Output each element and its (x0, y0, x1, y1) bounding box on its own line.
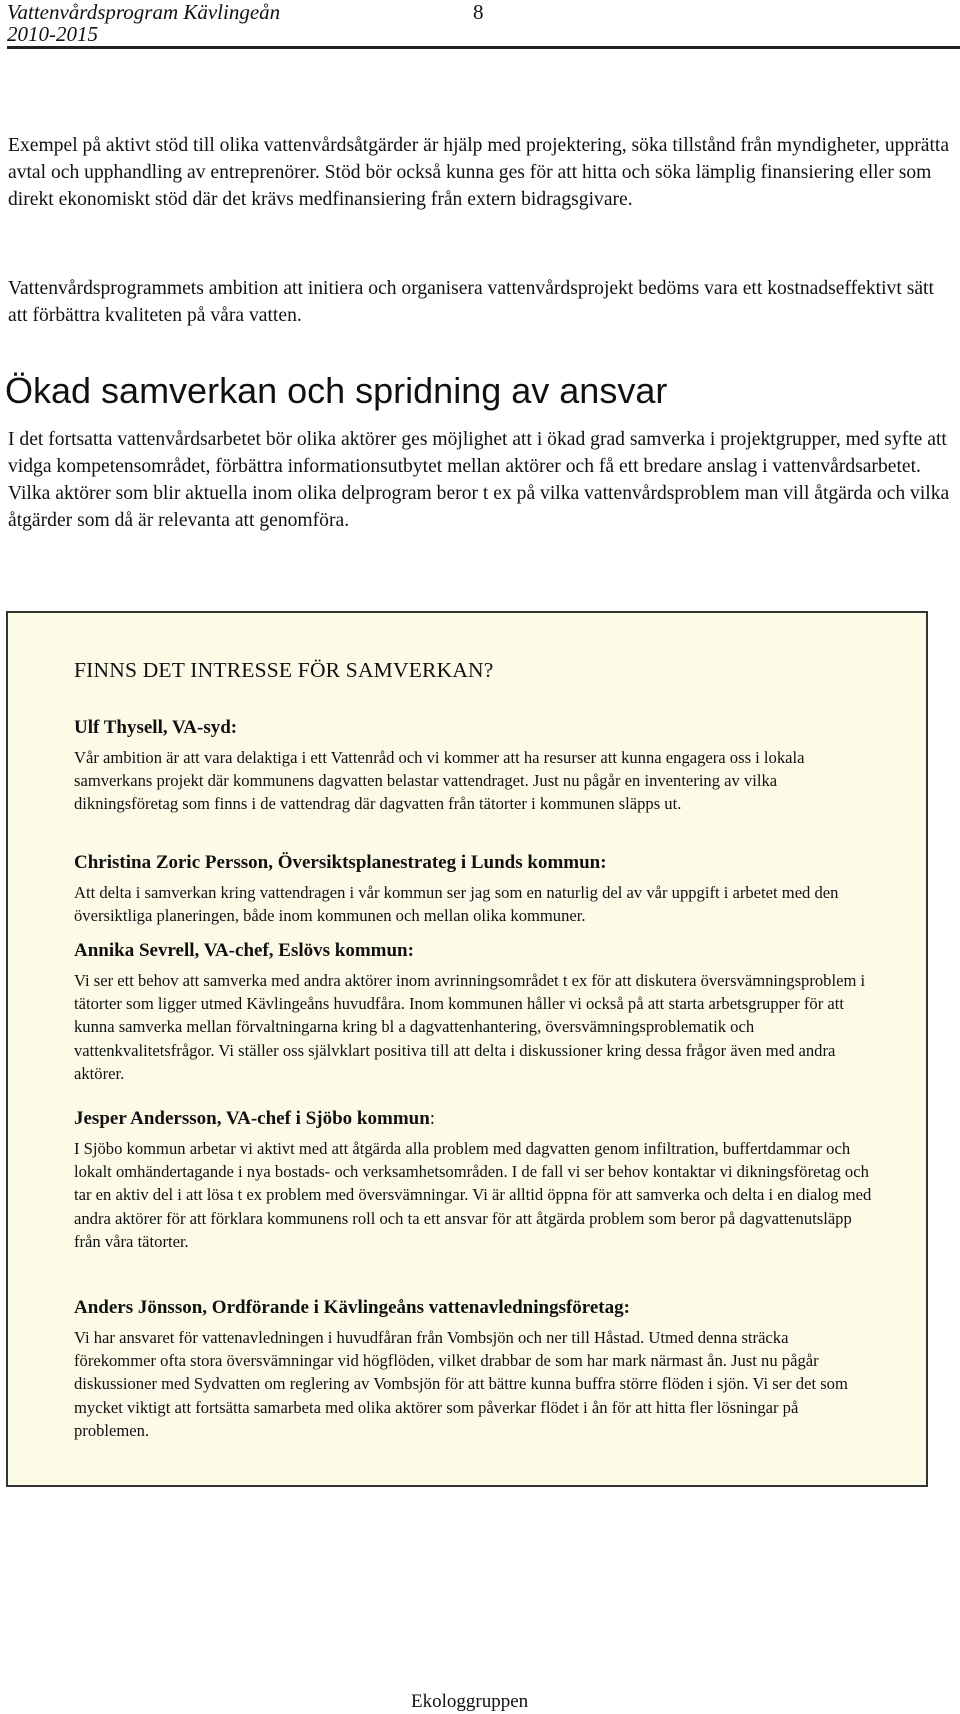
quote-entry (74, 1296, 874, 1442)
quote-text: Vår ambition är att vara delaktiga i ett Vattenråd och vi kommer att ha resurser att kunna engagera oss i lokala samverkans projekt där kommunens dagvatten belastar vattendraget. Just nu pågår en inventering av vilka dikningsföretag som finns i de vattendrag där dagvatten från tätorter i kommunen släpps ut. (74, 748, 805, 814)
quote-author: Jesper Andersson, VA-chef i Sjöbo kommun (74, 1108, 430, 1129)
quote-entry (74, 851, 874, 927)
quote-entry (74, 1107, 874, 1253)
header-rule (7, 46, 960, 49)
page-header (7, 0, 960, 52)
box-title: FINNS DET INTRESSE FÖR SAMVERKAN? (74, 658, 494, 682)
quote-author: Christina Zoric Persson, Översiktsplanestrateg i Lunds kommun: (74, 852, 607, 873)
quote-author-colon: : (429, 1108, 436, 1129)
section-body: I det fortsatta vattenvårdsarbetet bör olika aktörer ges möjlighet att i ökad grad samverka i projektgrupper, med syfte att vidga kompetensområdet, förbättra informationsutbytet mellan aktörer och få ett bredare anslag i vattenvårdsarbetet. Vilka aktörer som blir aktuella inom olika delprogram beror t ex på vilka vattenvårdsproblem man vill åtgärda och vilka åtgärder som då är relevanta att genomföra. (8, 429, 950, 531)
stakeholder-quotes-box (6, 611, 928, 1487)
quote-entry (74, 716, 874, 816)
paragraph-program-ambition: Vattenvårdsprogrammets ambition att initiera och organisera vattenvårdsprojekt bedöms vara ett kostnadseffektivt sätt att förbättra kvaliteten på våra vatten. (8, 278, 934, 326)
quote-author: Ulf Thysell, VA-syd: (74, 717, 238, 738)
quote-text: Vi har ansvaret för vattenavledningen i huvudfåran från Vombsjön och ner till Håstad. Utmed denna sträcka förekommer ofta stora översvämningar vid högflöden, vilket drabbar de som har mark närmast ån. Just nu pågår diskussioner med Sydvatten om reglering av Vombsjön för att bättre kunna buffra större flöden i sjön. Vi ser det som mycket viktigt att fortsätta samarbeta med olika aktörer som påverkar flödet i ån för att hitta fler lösningar på problemen. (74, 1328, 848, 1440)
page-number: 8 (473, 0, 484, 24)
section-heading: Ökad samverkan och spridning av ansvar (5, 370, 668, 411)
page-footer: Ekologgruppen (411, 1691, 529, 1712)
quote-author-wrapper (74, 1107, 874, 1131)
quote-text: Att delta i samverkan kring vattendragen i vår kommun ser jag som en naturlig del av vår uppgift i arbetet med den översiktliga planeringen, både inom kommunen och mellan olika kommuner. (74, 883, 839, 926)
quote-entry (74, 939, 874, 1085)
quote-text: Vi ser ett behov att samverka med andra aktörer inom avrinningsområdet t ex för att diskutera översvämningsproblem i tätorter som ligger utmed Kävlingeåns huvudfåra. Inom kommunen håller vi också på att starta arbetsgrupper för att kunna samverka mellan förvaltningarna kring bl a dagvattenhantering, översvämningsproblematik och vattenkvalitetsfrågor. Vi ställer oss självklart positiva till att delta i diskussioner kring dessa frågor även med andra aktörer. (74, 971, 866, 1083)
quote-text: I Sjöbo kommun arbetar vi aktivt med att åtgärda alla problem med dagvatten genom infiltration, buffertdammar och lokalt omhändertagande i nya bostads- och verksamhetsområden. I de fall vi ser behov kontaktar vi dikningsföretag och tar en aktiv del i att lösa t ex problem med översvämningar. Vi är alltid öppna för att samverka och delta i en dialog med andra aktörer för att förklara kommunens roll och ta ett ansvar för att åtgärda problem som beror på dagvattenutsläpp från våra tätorter. (74, 1139, 872, 1251)
document-title: Vattenvårdsprogram Kävlingeån (7, 0, 281, 24)
document-years: 2010-2015 (7, 22, 98, 46)
quote-author: Anders Jönsson, Ordförande i Kävlingeåns vattenavledningsföretag: (74, 1297, 630, 1318)
quote-author: Annika Sevrell, VA-chef, Eslövs kommun: (74, 940, 414, 961)
paragraph-support-examples: Exempel på aktivt stöd till olika vattenvårdsåtgärder är hjälp med projektering, söka tillstånd från myndigheter, upprätta avtal och upphandling av entreprenörer. Stöd bör också kunna ges för att hitta och söka lämplig finansiering eller som direkt ekonomiskt stöd där det krävs medfinansiering från extern bidragsgivare. (8, 135, 950, 210)
